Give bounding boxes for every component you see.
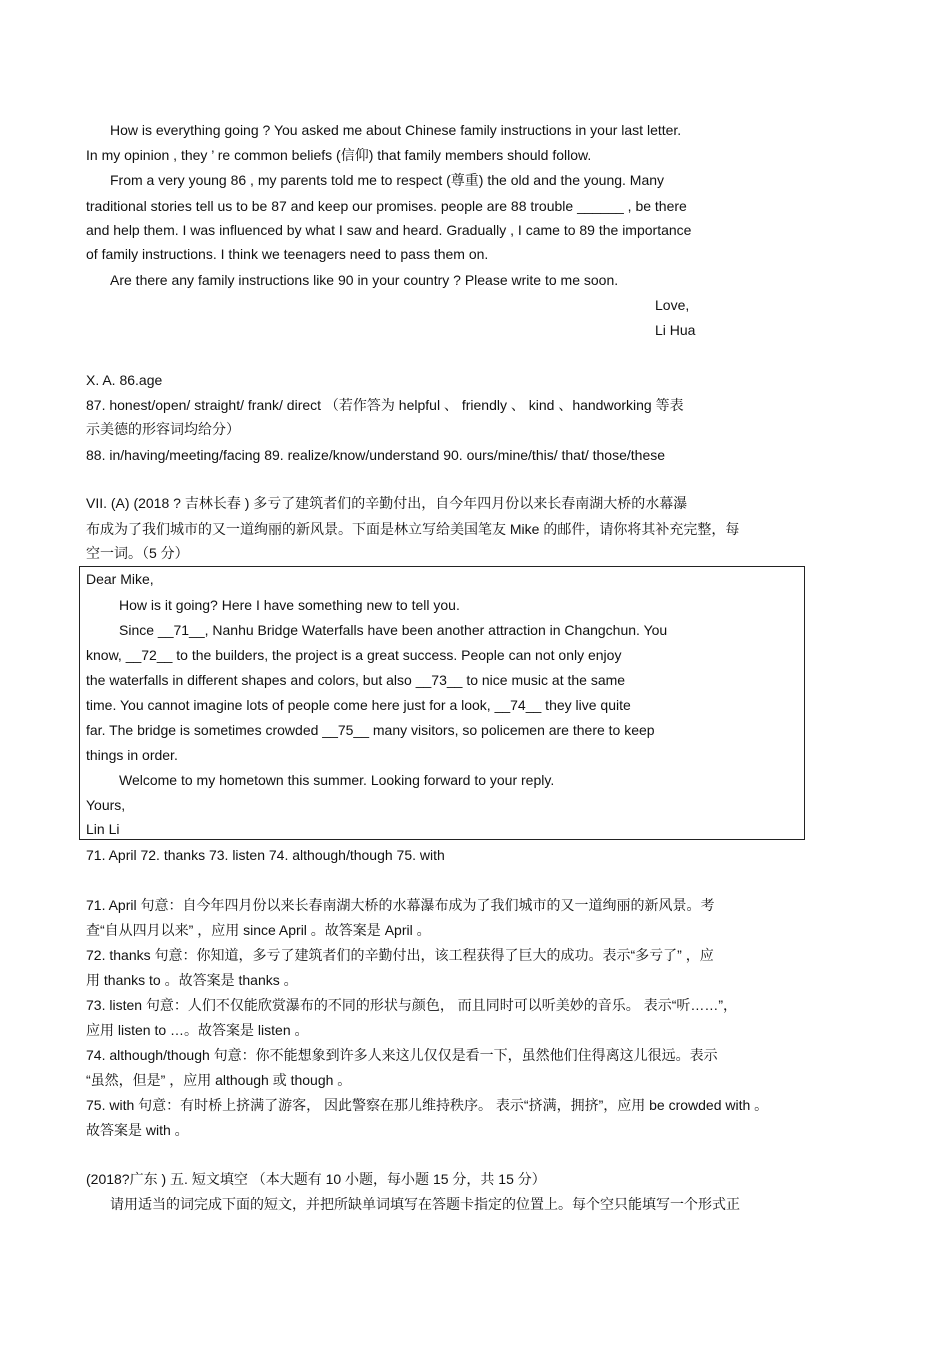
explanation-line-5: 73. listen 句意：人们不仅能欣赏瀑布的不同的形状与颜色， 而且同时可以听美妙的音乐。 表示“听……”， — [86, 997, 738, 1013]
explanation-line-10: 故答案是 with 。 — [86, 1122, 189, 1138]
explanation-line-9: 75. with 句意：有时桥上挤满了游客， 因此警察在那儿维持秩序。 表示“挤满，拥挤”，应用 be crowded with 。 — [86, 1097, 769, 1113]
letter1-line-1: How is everything going ? You asked me about Chinese family instructions in your last letter. — [110, 122, 682, 138]
letter2-line-3: Since __71__, Nanhu Bridge Waterfalls have been another attraction in Changchun. You — [119, 622, 668, 638]
letter1-closing: Love, — [655, 297, 690, 313]
letter1-line-6: of family instructions. I think we teenagers need to pass them on. — [86, 246, 489, 262]
letter1-signature: Li Hua — [655, 322, 696, 338]
letter1-line-4: traditional stories tell us to be 87 and keep our promises. people are 88 trouble ______ , be there — [86, 198, 687, 214]
letter2-line-5: the waterfalls in different shapes and colors, but also __73__ to nice music at the same — [86, 672, 626, 688]
section-vii-title-3: 空一词。（5 分） — [86, 545, 189, 561]
letter1-line-2: In my opinion , they ’ re common beliefs (信仰) that family members should follow. — [86, 147, 592, 163]
section-vii-title-1: VII. (A) (2018 ? 吉林长春 ) 多亏了建筑者们的辛勤付出，自今年四月份以来长春南湖大桥的水幕瀑 — [86, 495, 688, 511]
letter2-line-4: know, __72__ to the builders, the project is a great success. People can not only enjoy — [86, 647, 622, 663]
explanation-line-1: 71. April 句意：自今年四月份以来长春南湖大桥的水幕瀑布成为了我们城市的又一道绚丽的新风景。考 — [86, 897, 715, 913]
letter2-line-10: Yours, — [86, 797, 126, 813]
answer-key: 71. April 72. thanks 73. listen 74. although/though 75. with — [86, 847, 445, 863]
answers-x-line-4: 88. in/having/meeting/facing 89. realize/know/understand 90. ours/mine/this/ that/ those/these — [86, 447, 666, 463]
letter2-line-2: How is it going? Here I have something new to tell you. — [119, 597, 460, 613]
explanation-line-3: 72. thanks 句意：你知道，多亏了建筑者们的辛勤付出，该工程获得了巨大的成功。表示“多亏了” ，应 — [86, 947, 714, 963]
explanation-line-4: 用 thanks to 。故答案是 thanks 。 — [86, 972, 298, 988]
answers-x-line-2: 87. honest/open/ straight/ frank/ direct （若作答为 helpful 、 friendly 、 kind 、handworking 等表 — [86, 397, 684, 413]
letter2-line-9: Welcome to my hometown this summer. Looking forward to your reply. — [119, 772, 555, 788]
letter1-line-7: Are there any family instructions like 90 in your country ? Please write to me soon. — [110, 272, 619, 288]
explanation-line-6: 应用 listen to …。故答案是 listen 。 — [86, 1022, 309, 1038]
section-vii-title-2: 布成为了我们城市的又一道绚丽的新风景。下面是林立写给美国笔友 Mike 的邮件，请你将其补充完整，每 — [86, 521, 740, 537]
letter2-line-11: Lin Li — [86, 821, 120, 837]
letter2-line-7: far. The bridge is sometimes crowded __75__ many visitors, so policemen are there to keep — [86, 722, 655, 738]
section-v-title: (2018?广东 ) 五. 短文填空 （本大题有 10 小题，每小题 15 分，共 15 分） — [86, 1171, 546, 1187]
letter2-line-8: things in order. — [86, 747, 178, 763]
answers-x-line-1: X. A. 86.age — [86, 372, 163, 388]
explanation-line-8: “虽然，但是” ，应用 although 或 though 。 — [86, 1072, 352, 1088]
letter2-line-1: Dear Mike, — [86, 571, 154, 587]
letter1-line-5: and help them. I was influenced by what I saw and heard. Gradually , I came to 89 the importance — [86, 222, 692, 238]
section-v-instruction: 请用适当的词完成下面的短文，并把所缺单词填写在答题卡指定的位置上。每个空只能填写一个形式正 — [110, 1196, 740, 1212]
explanation-line-2: 查“自从四月以来” ，应用 since April 。故答案是 April 。 — [86, 922, 431, 938]
letter2-line-6: time. You cannot imagine lots of people come here just for a look, __74__ they live quite — [86, 697, 631, 713]
explanation-line-7: 74. although/though 句意：你不能想象到许多人来这儿仅仅是看一下，虽然他们住得离这儿很远。表示 — [86, 1047, 718, 1063]
answers-x-line-3: 示美德的形容词均给分） — [86, 421, 240, 437]
letter1-line-3: From a very young 86 , my parents told me to respect (尊重) the old and the young. Many — [110, 172, 665, 188]
